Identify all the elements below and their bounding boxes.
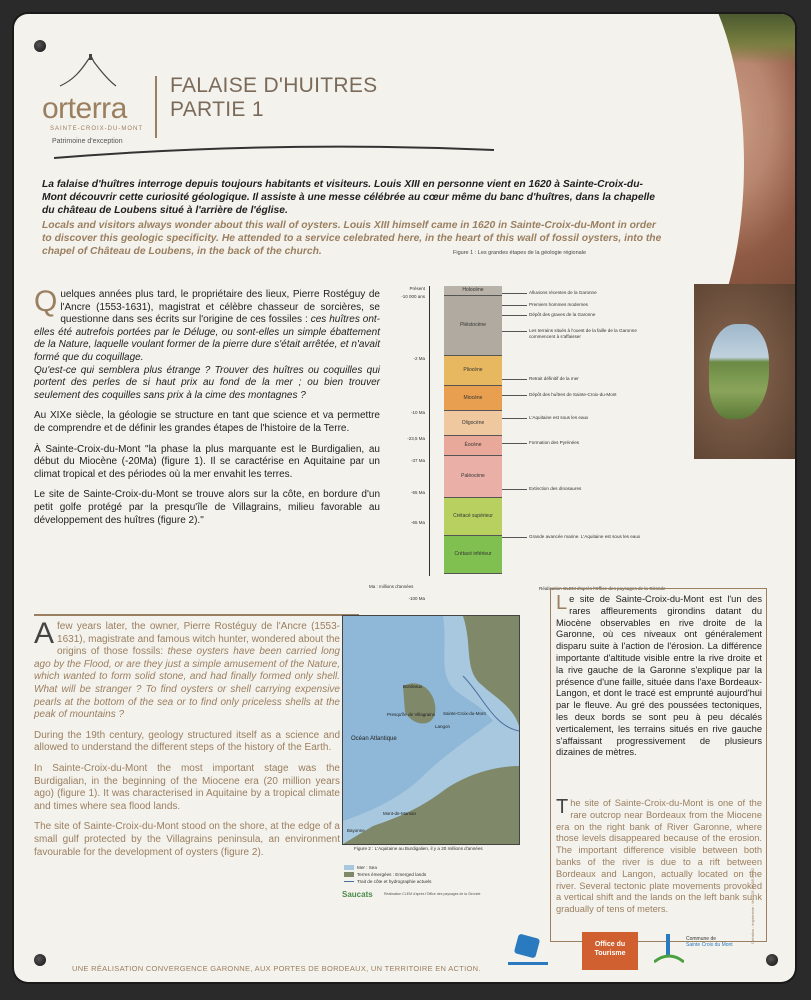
note-line [502, 315, 527, 316]
stratum-layer: Pléistocène [444, 296, 502, 356]
quote: these oysters have been carried long ago by the Flood, or are they just a simple amusement of the Nature, which wanted to form solid stone, and had finally formed only shell. What will be stranger ? To find oysters or shell carrying expensive pearls at the bottom of the sea or to find only priceless shells at the peak of mountains ? [34, 646, 340, 721]
paragraph: Le site de Sainte-Croix-du-Mont se trouve alors sur la côte, en bordure d'un petit golfe protégé par la presqu'île de Villagrains, milieu favorable au développement des huîtres (figure 2)." [34, 489, 380, 526]
logo-subtitle: SAINTE-CROIX-DU-MONT [50, 126, 143, 132]
event-note: Retrait définitif de la mer [529, 376, 579, 381]
note-line [502, 395, 527, 396]
age-tick-label: -100 Ma [408, 596, 425, 601]
landscape-view [709, 324, 769, 419]
screw [766, 954, 778, 966]
page-title [170, 74, 378, 122]
footer-text: UNE RÉALISATION CONVERGENCE GARONNE, AUX PORTES DE BORDEAUX, UN TERRITOIRE EN ACTION. [72, 964, 481, 973]
section-divider [34, 614, 359, 616]
paragraph: Au XIXe siècle, la géologie se structure en tant que science et va permettre de comprendre et de définir les grandes étapes de l'histoire de la Terre. [34, 410, 380, 434]
age-tick-label: -10 Ma [410, 410, 425, 415]
stratum-layer: Crétacé inférieur [444, 536, 502, 574]
map-place-label: Mont-de-Marsan [383, 811, 417, 816]
intro-french: La falaise d'huîtres interroge depuis toujours habitants et visiteurs. Louis XIII en personne vient en 1620 à Sainte-Croix-du-Mont découvrir cette curiosité géologique. Il assiste à une messe célébrée au cœur même du banc d'huîtres, dans la chapelle du château de Loubens situé à l'arrière de l'église. [42, 179, 656, 216]
box-english [556, 798, 762, 916]
printer-credit: Création : imprimerie : tél. : 05 49 88 14 02 [750, 868, 755, 944]
stratum-layer: Holocène [444, 286, 502, 296]
logo-wordmark: orterra [42, 92, 127, 125]
event-note: Les terrains situés à l'ouest de la faille de la Garonne commencent à s'affaisser [529, 328, 637, 339]
stratum-layer: Oligocène [444, 411, 502, 436]
event-note: Dépôt des huîtres de Sainte-Croix-du-Mont [529, 392, 617, 397]
legend-item: Terres émergées : Emerged lands [344, 871, 544, 878]
age-tick-label: -23,5 Ma [407, 436, 425, 441]
stratum-layer: Crétacé supérieur [444, 498, 502, 536]
saucats-logo: Saucats [342, 890, 373, 899]
legend-item: Trait de côte et hydrographie actuels [344, 878, 544, 885]
title-line-2: PARTIE 1 [170, 98, 264, 121]
map-place-label: Océan Atlantique [351, 736, 397, 742]
map-place-label: Langon [435, 724, 451, 729]
office-tourisme-logo [582, 932, 638, 970]
figure-credit: Réalisation CLEM d'après l'Office des paysages de la Gironde [539, 586, 666, 591]
title-swoosh [54, 142, 494, 162]
age-tick-label: -2 Ma [413, 356, 425, 361]
body-english [34, 617, 340, 867]
paragraph: he site of Sainte-Croix-du-Mont is one of the rare outcrop near Bordeaux from the Miocene era on the right bank of River Garonne, where those levels disappeared because of the erosion. The important difference visible between both banks of the river is due to a rift between Bordeaux and Langon, actually located on the river. Several tectonic plate movements provoked a vertical shift and the lands on the left bank sunk gradually of tens of meters. [556, 798, 762, 915]
info-panel [14, 14, 795, 982]
event-note: Dépôt des graves de la Garonne [529, 312, 596, 317]
note-line [502, 537, 527, 538]
axis-unit: Ma : millions d'années [369, 584, 414, 589]
event-note: Premiers hommes modernes [529, 302, 588, 307]
paragraph: few years later, the owner, Pierre Rostéguy de l'Ancre (1553-1631), magistrate and famous witch hunter, wondered about the origins of those fossils: [57, 621, 340, 658]
stratum-layer: Pliocène [444, 356, 502, 386]
paragraph: The site of Sainte-Croix-du-Mont stood on the shore, at the edge of a small gulf protected by the Villagrains peninsula, an environment favourable for the development of oysters (figure 2). [34, 821, 340, 858]
note-line [502, 379, 527, 380]
note-line [502, 331, 527, 332]
age-tick-label: -65 Ma [410, 520, 425, 525]
stratum-layer: Paléocène [444, 456, 502, 498]
note-line [502, 293, 527, 294]
title-line-1: FALAISE D'HUITRES [170, 74, 378, 97]
age-tick-label: -55 Ma [410, 490, 425, 495]
legend-item: Mer : Sea [344, 864, 544, 871]
event-note: Formation des Pyrénées [529, 440, 580, 445]
stratum-layer: Miocène [444, 386, 502, 411]
map-credit: Réalisation CLEM d'après l'Office des paysages de la Gironde [384, 892, 481, 896]
commune-logo-icon [654, 932, 684, 968]
intro-english: Locals and visitors always wonder about this wall of oysters. Louis XIII himself came in 1620 in Sainte-Croix-du-Mont in order to discover this geologic specificity. He attended to a service celebrated here, in the heart of this wall of fossil oysters, into the chapel of Château de Loubens, in the back of the church. [42, 220, 662, 257]
body-french [34, 285, 380, 535]
logo-tagline: Patrimoine d'exception [52, 138, 123, 145]
paragraph: uelques années plus tard, le propriétaire des lieux, Pierre Rostéguy de l'Ancre (1553-1631), magistrat et célèbre chasseur de sorcières, se questionne dans ses écrits sur l'origine de ces fossiles : [60, 289, 380, 326]
event-note: Extinction des dinosaures [529, 486, 582, 491]
mountain-logo-icon [58, 52, 118, 88]
geology-timeline-figure [369, 250, 666, 601]
age-tick-label: -10 000 ans [401, 294, 425, 299]
map-place-label: Sainte-Croix-du-Mont [443, 711, 486, 716]
screw [34, 954, 46, 966]
paragraph: e site de Sainte-Croix-du-Mont est l'un des rares affleurements girondins datant du Miocène observables en rive droite de la Garonne, où ces niveaux ont généralement disparu suite à l'action de l'érosion. La différence importante d'altitude visible entre la rive droite et la rive gauche de la Garonne s'explique par la présence d'une faille, située dans l'axe Bordeaux-Langon, et dont le tracé est emprunté aujourd'hui par le fleuve. Au gré des poussées tectoniques, les deux bords se sont peu à peu décalés verticalement, les terrains situés en rive gauche s'affaissant progressivement de plusieurs dizaines de mètres. [556, 594, 762, 758]
map-caption: Figure 2 : L'Aquitaine au Burdigalien, il y a 20 millions d'années [354, 846, 483, 851]
axis-label: Présent [409, 286, 425, 291]
note-line [502, 305, 527, 306]
time-axis [429, 286, 430, 576]
commune-text: Commune de Sainte Croix du Mont [686, 936, 733, 948]
paragraph: During the 19th century, geology structured itself as a science and allowed to understand the different steps of the history of the Earth. [34, 729, 340, 754]
event-note: L'Aquitaine est sous les eaux [529, 415, 589, 420]
drop-cap: A [34, 617, 55, 650]
divider [155, 76, 157, 138]
convergence-logo-icon [504, 932, 554, 972]
stratum-layer: Éocène [444, 436, 502, 456]
map-place-label: Bayonne [347, 828, 365, 833]
box-french [556, 594, 762, 759]
screw [34, 40, 46, 52]
paragraph: À Sainte-Croix-du-Mont "la phase la plus marquante est le Burdigalien, au début du Miocène (-20Ma) (figure 1). Il se caractérise en Aquitaine par un climat tropical et des périodes où la mer envahit les terres. [34, 443, 380, 480]
map-place-label: Bordeaux [403, 684, 423, 689]
figure-title: Figure 1 : Les grandes étapes de la géologie régionale [453, 250, 587, 256]
event-note: Alluvions récentes de la Garonne [529, 290, 597, 295]
note-line [502, 418, 527, 419]
aquitaine-map [342, 615, 520, 845]
event-note: Grande avancée marine. L'Aquitaine est sous les eaux [529, 534, 641, 539]
office-tourisme-text: Office du Tourisme [594, 941, 626, 957]
drop-cap: Q [34, 285, 58, 318]
note-line [502, 443, 527, 444]
age-tick-label: -37 Ma [410, 458, 425, 463]
quote: ces huîtres ont-elles été autrefois portées par le Déluge, ou sont-elles un simple ébattement de la Nature, laquelle voulant former de la pierre dure s'était arrêtée, et n'avait formé que du coquillage. [34, 314, 380, 363]
paragraph: In Sainte-Croix-du-Mont the most important stage was the Burdigalian, in the beginning of the Miocene era (20 million years ago) (figure 1). It was characterised in Aquitaine by a tropical climate and times where sea flood lands. [34, 762, 340, 812]
map-place-label: Presqu'île de Villagrains [387, 712, 436, 717]
map-drawing [343, 616, 519, 844]
drop-cap: T [556, 796, 569, 818]
drop-cap: L [556, 592, 568, 614]
note-line [502, 489, 527, 490]
quote: Qu'est-ce qui semblera plus étrange ? Trouver des huîtres ou coquilles qui portent des perles de si haut prix au fond de la mer ; ou bien trouver seulement des coquilles sans prix à la cime des montagnes ? [34, 364, 380, 401]
map-legend [344, 864, 544, 885]
